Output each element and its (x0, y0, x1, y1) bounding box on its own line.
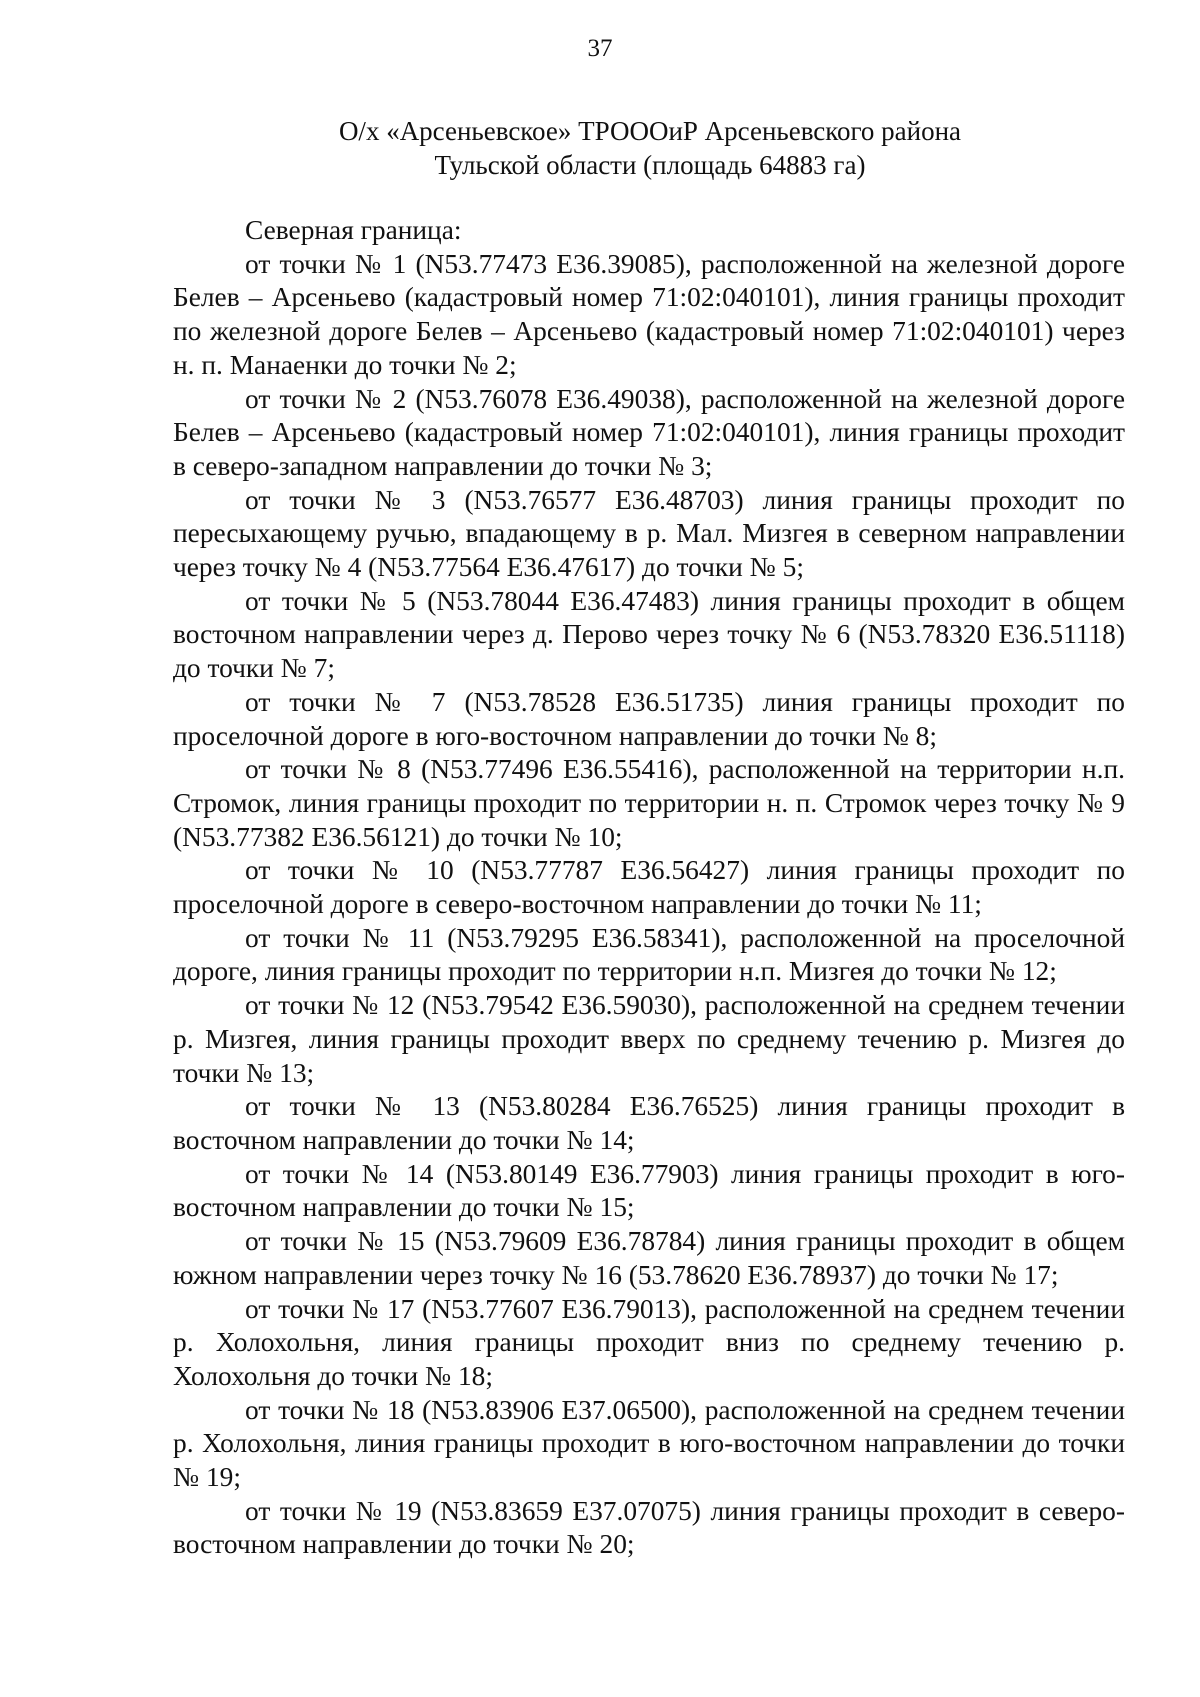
title-line-2: Тульской области (площадь 64883 га) (434, 150, 866, 180)
title-line-1: О/х «Арсеньевское» ТРОООиР Арсеньевского района (338, 116, 962, 146)
paragraph: от точки № 7 (N53.78528 E36.51735) линия границы проходит по проселочной дороге в юго-восточном направлении до точки № 8; (173, 686, 1125, 751)
paragraph: от точки № 10 (N53.77787 E36.56427) линия границы проходит по проселочной дороге в северо-восточном направлении до точки № 11; (173, 855, 1125, 920)
paragraph: от точки № 19 (N53.83659 E37.07075) линия границы проходит в северо-восточном направлении до точки № 20; (173, 1495, 1125, 1560)
paragraph: от точки № 12 (N53.79542 E36.59030), расположенной на среднем течении р. Мизгея, линия границы проходит вверх по среднему течению р. Мизгея до точки № 13; (173, 990, 1125, 1088)
section-label: Северная граница: (245, 215, 462, 245)
paragraph: от точки № 1 (N53.77473 E36.39085), расположенной на железной дороге Белев – Арсеньево (кадастровый номер 71:02:040101), линия границы проходит по железной дороге Белев – Арсеньево (кадастровый номер 71:02:040101) через н. п. Манаенки до точки № 2; (173, 248, 1125, 380)
paragraph: от точки № 2 (N53.76078 E36.49038), расположенной на железной дороге Белев – Арсеньево (кадастровый номер 71:02:040101), линия границы проходит в северо-западном направлении до точки № 3; (173, 383, 1125, 481)
page-number: 37 (587, 35, 613, 62)
paragraph: от точки № 13 (N53.80284 E36.76525) линия границы проходит в восточном направлении до точки № 14; (173, 1091, 1125, 1155)
document-title (180, 114, 1120, 182)
paragraph: от точки № 14 (N53.80149 E36.77903) линия границы проходит в юго-восточном направлении до точки № 15; (173, 1158, 1125, 1223)
paragraph: от точки № 18 (N53.83906 E37.06500), расположенной на среднем течении р. Холохольня, линия границы проходит в юго-восточном направлении до точки № 19; (173, 1394, 1125, 1493)
paragraph: от точки № 3 (N53.76577 E36.48703) линия границы проходит по пересыхающему ручью, впадающему в р. Мал. Мизгея в северном направлении через точку № 4 (N53.77564 E36.47617) до точки № 5; (173, 484, 1125, 583)
paragraph: от точки № 17 (N53.77607 E36.79013), расположенной на среднем течении р. Холохольня, линия границы проходит вниз по среднему течению р. Холохольня до точки № 18; (173, 1293, 1125, 1391)
paragraph: от точки № 15 (N53.79609 E36.78784) линия границы проходит в общем южном направлении через точку № 16 (53.78620 E36.78937) до точки № 17; (173, 1226, 1125, 1290)
paragraph: от точки № 11 (N53.79295 E36.58341), расположенной на проселочной дороге, линия границы проходит по территории н.п. Мизгея до точки № 12; (173, 922, 1125, 987)
document-body (173, 214, 1125, 1562)
paragraph: от точки № 5 (N53.78044 E36.47483) линия границы проходит в общем восточном направлении через д. Перово через точку № 6 (N53.78320 E36.51118) до точки № 7; (173, 585, 1125, 684)
paragraph: от точки № 8 (N53.77496 E36.55416), расположенной на территории н.п. Стромок, линия границы проходит по территории н. п. Стромок через точку № 9 (N53.77382 E36.56121) до точки № 10; (173, 754, 1125, 852)
